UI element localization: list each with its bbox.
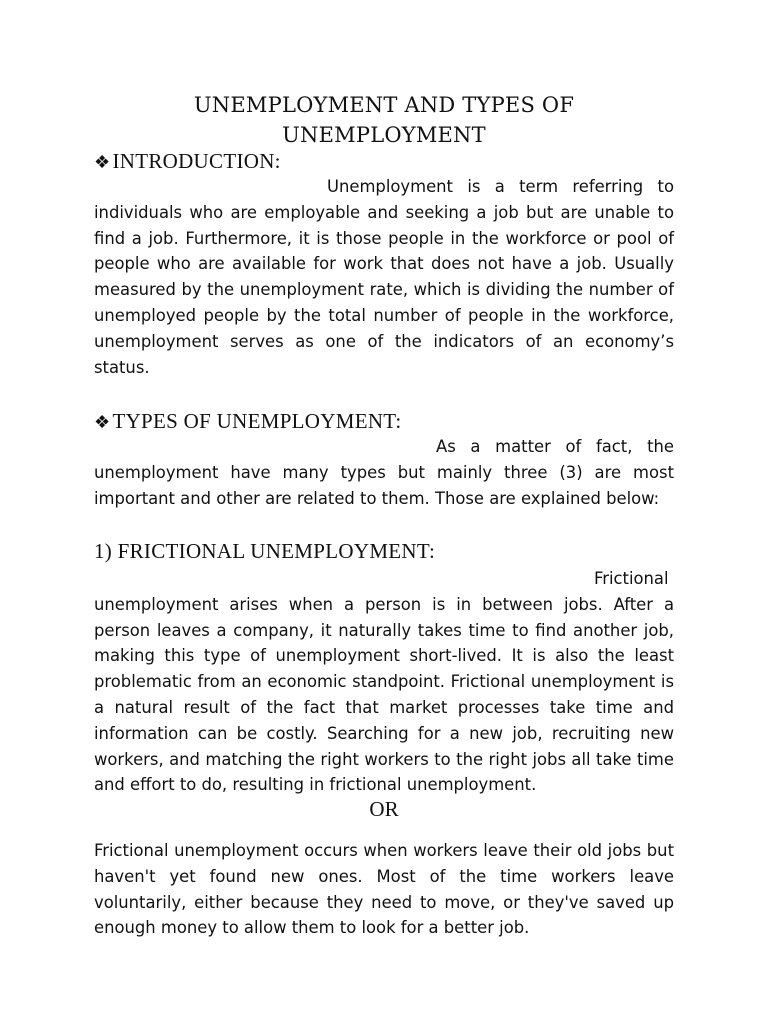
section-heading-introduction: [94, 148, 281, 175]
types-paragraph: As a matter of fact, the unemployment have many types but mainly three (3) are most important and other are related to them. Those are explained below:: [94, 437, 674, 508]
heading-label: INTRODUCTION:: [112, 149, 281, 173]
or-separator: OR: [369, 797, 399, 821]
frictional-alt-paragraph: Frictional unemployment occurs when workers leave their old jobs but haven't yet found new ones. Most of the time workers leave voluntarily, either because they need to move, or they've saved up enough money to allow them to look for a better job.: [94, 841, 674, 938]
section-heading-types: [94, 408, 402, 435]
diamond-bullet-icon: ❖: [94, 412, 111, 432]
section-heading-frictional: 1) FRICTIONAL UNEMPLOYMENT:: [94, 539, 436, 563]
document-title: UNEMPLOYMENT AND TYPES OF UNEMPLOYMENT: [193, 93, 575, 147]
diamond-bullet-icon: ❖: [94, 152, 111, 172]
frictional-paragraph: Frictional unemployment arises when a person is in between jobs. After a person leaves a company, it naturally takes time to find another job, making this type of unemployment short-lived. It is also the least problematic from an economic standpoint. Frictional unemployment is a natural result of the fact that market processes take time and information can be costly. Searching for a new job, recruiting new workers, and matching the right workers to the right jobs all take time and effort to do, resulting in frictional unemployment.: [94, 569, 674, 795]
heading-label: TYPES OF UNEMPLOYMENT:: [112, 409, 402, 433]
introduction-paragraph: Unemployment is a term referring to individuals who are employable and seeking a job but are unable to find a job. Furthermore, it is those people in the workforce or pool of people who are available for work that does not have a job. Usually measured by the unemployment rate, which is dividing the number of unemployed people by the total number of people in the workforce, unemployment serves as one of the indicators of an economy’s status.: [94, 177, 674, 377]
